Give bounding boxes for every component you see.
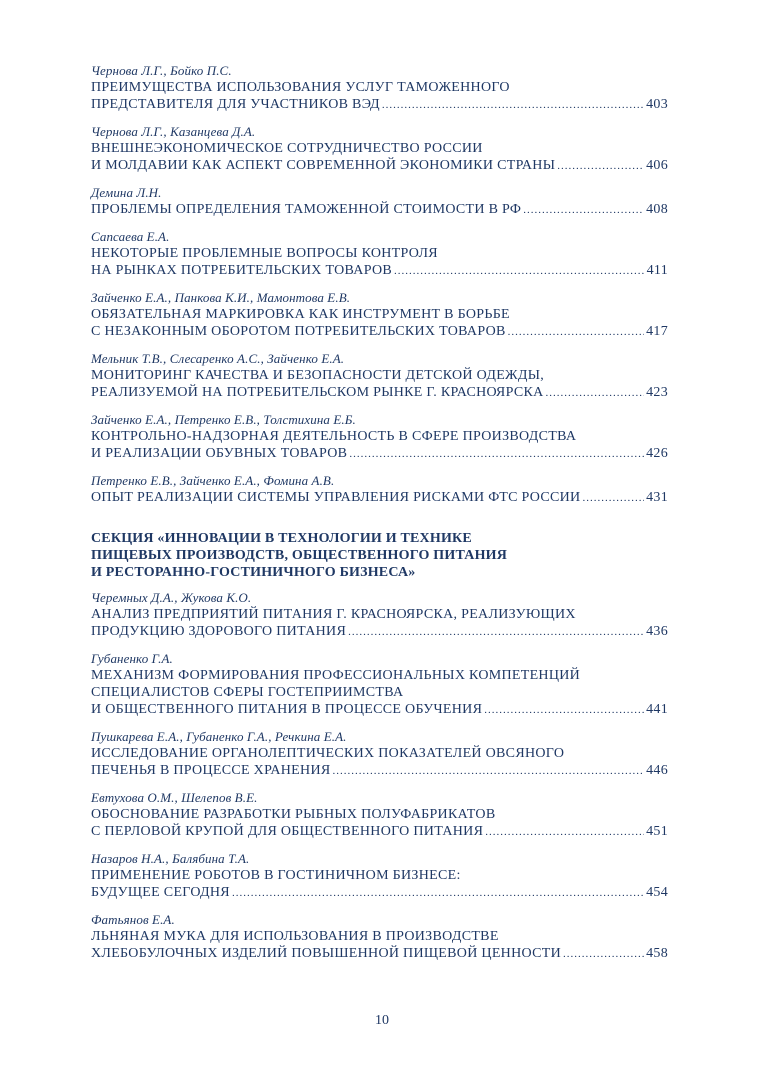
entry-title-last-line [91, 157, 668, 175]
entry-title-line: С ПЕРЛОВОЙ КРУПОЙ ДЛЯ ОБЩЕСТВЕННОГО ПИТАНИЯ [91, 824, 484, 839]
dot-leader [333, 763, 645, 780]
dot-leader [563, 946, 644, 963]
entry-title-line: С НЕЗАКОННЫМ ОБОРОТОМ ПОТРЕБИТЕЛЬСКИХ ТОВАРОВ [91, 324, 506, 339]
dot-leader [523, 202, 644, 219]
dot-leader [557, 158, 644, 175]
toc-entry [91, 472, 668, 507]
entry-title-line: МЕХАНИЗМ ФОРМИРОВАНИЯ ПРОФЕССИОНАЛЬНЫХ КОМПЕТЕНЦИЙ [91, 668, 581, 683]
toc-entry [91, 728, 668, 780]
entry-title-line: ОБОСНОВАНИЕ РАЗРАБОТКИ РЫБНЫХ ПОЛУФАБРИКАТОВ [91, 807, 496, 822]
entry-title-last-line [91, 823, 668, 841]
entry-page-number: 458 [646, 946, 668, 961]
toc-entry [91, 650, 668, 719]
entry-title-line: ПРЕИМУЩЕСТВА ИСПОЛЬЗОВАНИЯ УСЛУГ ТАМОЖЕННОГО [91, 80, 510, 95]
entry-title-line: СПЕЦИАЛИСТОВ СФЕРЫ ГОСТЕПРИИМСТВА [91, 685, 404, 700]
entry-authors: Чернова Л.Г., Бойко П.С. [91, 63, 232, 78]
toc-entries-after-section [91, 589, 668, 963]
entry-title-line: ОБЯЗАТЕЛЬНАЯ МАРКИРОВКА КАК ИНСТРУМЕНТ В БОРЬБЕ [91, 307, 510, 322]
entry-title-line: ПРОДУКЦИЮ ЗДОРОВОГО ПИТАНИЯ [91, 624, 347, 639]
dot-leader [394, 263, 645, 280]
toc-entry [91, 289, 668, 341]
entry-page-number: 417 [646, 324, 668, 339]
entry-authors: Губаненко Г.А. [91, 651, 173, 666]
entry-title-last-line [91, 884, 668, 902]
table-of-contents [91, 62, 668, 972]
dot-leader [348, 624, 644, 641]
dot-leader [382, 97, 644, 114]
entry-authors: Фатьянов Е.А. [91, 912, 175, 927]
section-heading-line: СЕКЦИЯ «ИННОВАЦИИ В ТЕХНОЛОГИИ И ТЕХНИКЕ [91, 531, 472, 546]
toc-entry [91, 789, 668, 841]
toc-entry [91, 411, 668, 463]
toc-entries-before-section [91, 62, 668, 507]
entry-authors: Зайченко Е.А., Панкова К.И., Мамонтова Е.В. [91, 290, 351, 305]
entry-authors: Демина Л.Н. [91, 185, 162, 200]
entry-page-number: 441 [646, 702, 668, 717]
entry-title-line: АНАЛИЗ ПРЕДПРИЯТИЙ ПИТАНИЯ Г. КРАСНОЯРСКА, РЕАЛИЗУЮЩИХ [91, 607, 576, 622]
entry-title-line: И РЕАЛИЗАЦИИ ОБУВНЫХ ТОВАРОВ [91, 446, 348, 461]
entry-title-last-line [91, 96, 668, 114]
entry-title-line: НЕКОТОРЫЕ ПРОБЛЕМНЫЕ ВОПРОСЫ КОНТРОЛЯ [91, 246, 438, 261]
toc-entry [91, 62, 668, 114]
toc-entry [91, 184, 668, 219]
dot-leader [349, 446, 644, 463]
dot-leader [484, 702, 644, 719]
entry-authors: Чернова Л.Г., Казанцева Д.А. [91, 124, 256, 139]
entry-page-number: 431 [646, 490, 668, 505]
entry-page-number: 411 [646, 263, 668, 278]
dot-leader [232, 885, 644, 902]
section-heading-line: ПИЩЕВЫХ ПРОИЗВОДСТВ, ОБЩЕСТВЕННОГО ПИТАНИЯ [91, 548, 508, 563]
entry-title-line: ЛЬНЯНАЯ МУКА ДЛЯ ИСПОЛЬЗОВАНИЯ В ПРОИЗВОДСТВЕ [91, 929, 499, 944]
toc-entry [91, 350, 668, 402]
toc-entry [91, 228, 668, 280]
entry-page-number: 451 [646, 824, 668, 839]
toc-entry [91, 123, 668, 175]
entry-title-line: И МОЛДАВИИ КАК АСПЕКТ СОВРЕМЕННОЙ ЭКОНОМИКИ СТРАНЫ [91, 158, 556, 173]
entry-page-number: 408 [646, 202, 668, 217]
entry-title-line: ПРЕДСТАВИТЕЛЯ ДЛЯ УЧАСТНИКОВ ВЭД [91, 97, 380, 112]
entry-authors: Зайченко Е.А., Петренко Е.В., Толстихина Е.Б. [91, 412, 356, 427]
entry-title-last-line [91, 489, 668, 507]
entry-title-last-line [91, 201, 668, 219]
entry-title-line: БУДУЩЕЕ СЕГОДНЯ [91, 885, 230, 900]
entry-title-line: И ОБЩЕСТВЕННОГО ПИТАНИЯ В ПРОЦЕССЕ ОБУЧЕНИЯ [91, 702, 483, 717]
entry-title-line: НА РЫНКАХ ПОТРЕБИТЕЛЬСКИХ ТОВАРОВ [91, 263, 392, 278]
entry-title-line: ХЛЕБОБУЛОЧНЫХ ИЗДЕЛИЙ ПОВЫШЕННОЙ ПИЩЕВОЙ ЦЕННОСТИ [91, 946, 561, 961]
entry-title-line: МОНИТОРИНГ КАЧЕСТВА И БЕЗОПАСНОСТИ ДЕТСКОЙ ОДЕЖДЫ, [91, 368, 545, 383]
entry-title-last-line [91, 262, 668, 280]
section-heading-line: И РЕСТОРАННО-ГОСТИНИЧНОГО БИЗНЕСА» [91, 565, 416, 580]
section-heading [91, 530, 668, 581]
entry-authors: Назаров Н.А., Балябина Т.А. [91, 851, 250, 866]
entry-authors: Сапсаева Е.А. [91, 229, 170, 244]
entry-page-number: 423 [646, 385, 668, 400]
entry-title-line: ВНЕШНЕЭКОНОМИЧЕСКОЕ СОТРУДНИЧЕСТВО РОССИИ [91, 141, 483, 156]
entry-authors: Петренко Е.В., Зайченко Е.А., Фомина А.В. [91, 473, 335, 488]
entry-title-last-line [91, 323, 668, 341]
page-number: 10 [375, 1013, 389, 1028]
entry-page-number: 406 [646, 158, 668, 173]
dot-leader [508, 324, 644, 341]
entry-title-last-line [91, 623, 668, 641]
entry-page-number: 446 [646, 763, 668, 778]
entry-title-last-line [91, 445, 668, 463]
entry-title-line: ПРОБЛЕМЫ ОПРЕДЕЛЕНИЯ ТАМОЖЕННОЙ СТОИМОСТИ В РФ [91, 202, 522, 217]
entry-title-last-line [91, 945, 668, 963]
entry-title-line: ИССЛЕДОВАНИЕ ОРГАНОЛЕПТИЧЕСКИХ ПОКАЗАТЕЛЕЙ ОВСЯНОГО [91, 746, 565, 761]
toc-entry [91, 850, 668, 902]
entry-title-line: ПЕЧЕНЬЯ В ПРОЦЕССЕ ХРАНЕНИЯ [91, 763, 331, 778]
entry-authors: Евтухова О.М., Шелепов В.Е. [91, 790, 258, 805]
toc-entry [91, 589, 668, 641]
entry-page-number: 403 [646, 97, 668, 112]
entry-title-last-line [91, 762, 668, 780]
toc-entry [91, 911, 668, 963]
entry-page-number: 436 [646, 624, 668, 639]
entry-title-line: ОПЫТ РЕАЛИЗАЦИИ СИСТЕМЫ УПРАВЛЕНИЯ РИСКАМИ ФТС РОССИИ [91, 490, 581, 505]
entry-authors: Черемных Д.А., Жукова К.О. [91, 590, 252, 605]
entry-title-line: ПРИМЕНЕНИЕ РОБОТОВ В ГОСТИНИЧНОМ БИЗНЕСЕ: [91, 868, 461, 883]
entry-page-number: 454 [646, 885, 668, 900]
entry-title-line: КОНТРОЛЬНО-НАДЗОРНАЯ ДЕЯТЕЛЬНОСТЬ В СФЕРЕ ПРОИЗВОДСТВА [91, 429, 577, 444]
entry-authors: Пушкарева Е.А., Губаненко Г.А., Речкина Е.А. [91, 729, 347, 744]
dot-leader [546, 385, 645, 402]
entry-page-number: 426 [646, 446, 668, 461]
entry-title-line: РЕАЛИЗУЕМОЙ НА ПОТРЕБИТЕЛЬСКОМ РЫНКЕ Г. КРАСНОЯРСКА [91, 385, 544, 400]
entry-title-last-line [91, 701, 668, 719]
dot-leader [485, 824, 644, 841]
entry-title-last-line [91, 384, 668, 402]
entry-authors: Мельник Т.В., Слесаренко А.С., Зайченко Е.А. [91, 351, 345, 366]
dot-leader [582, 490, 644, 507]
